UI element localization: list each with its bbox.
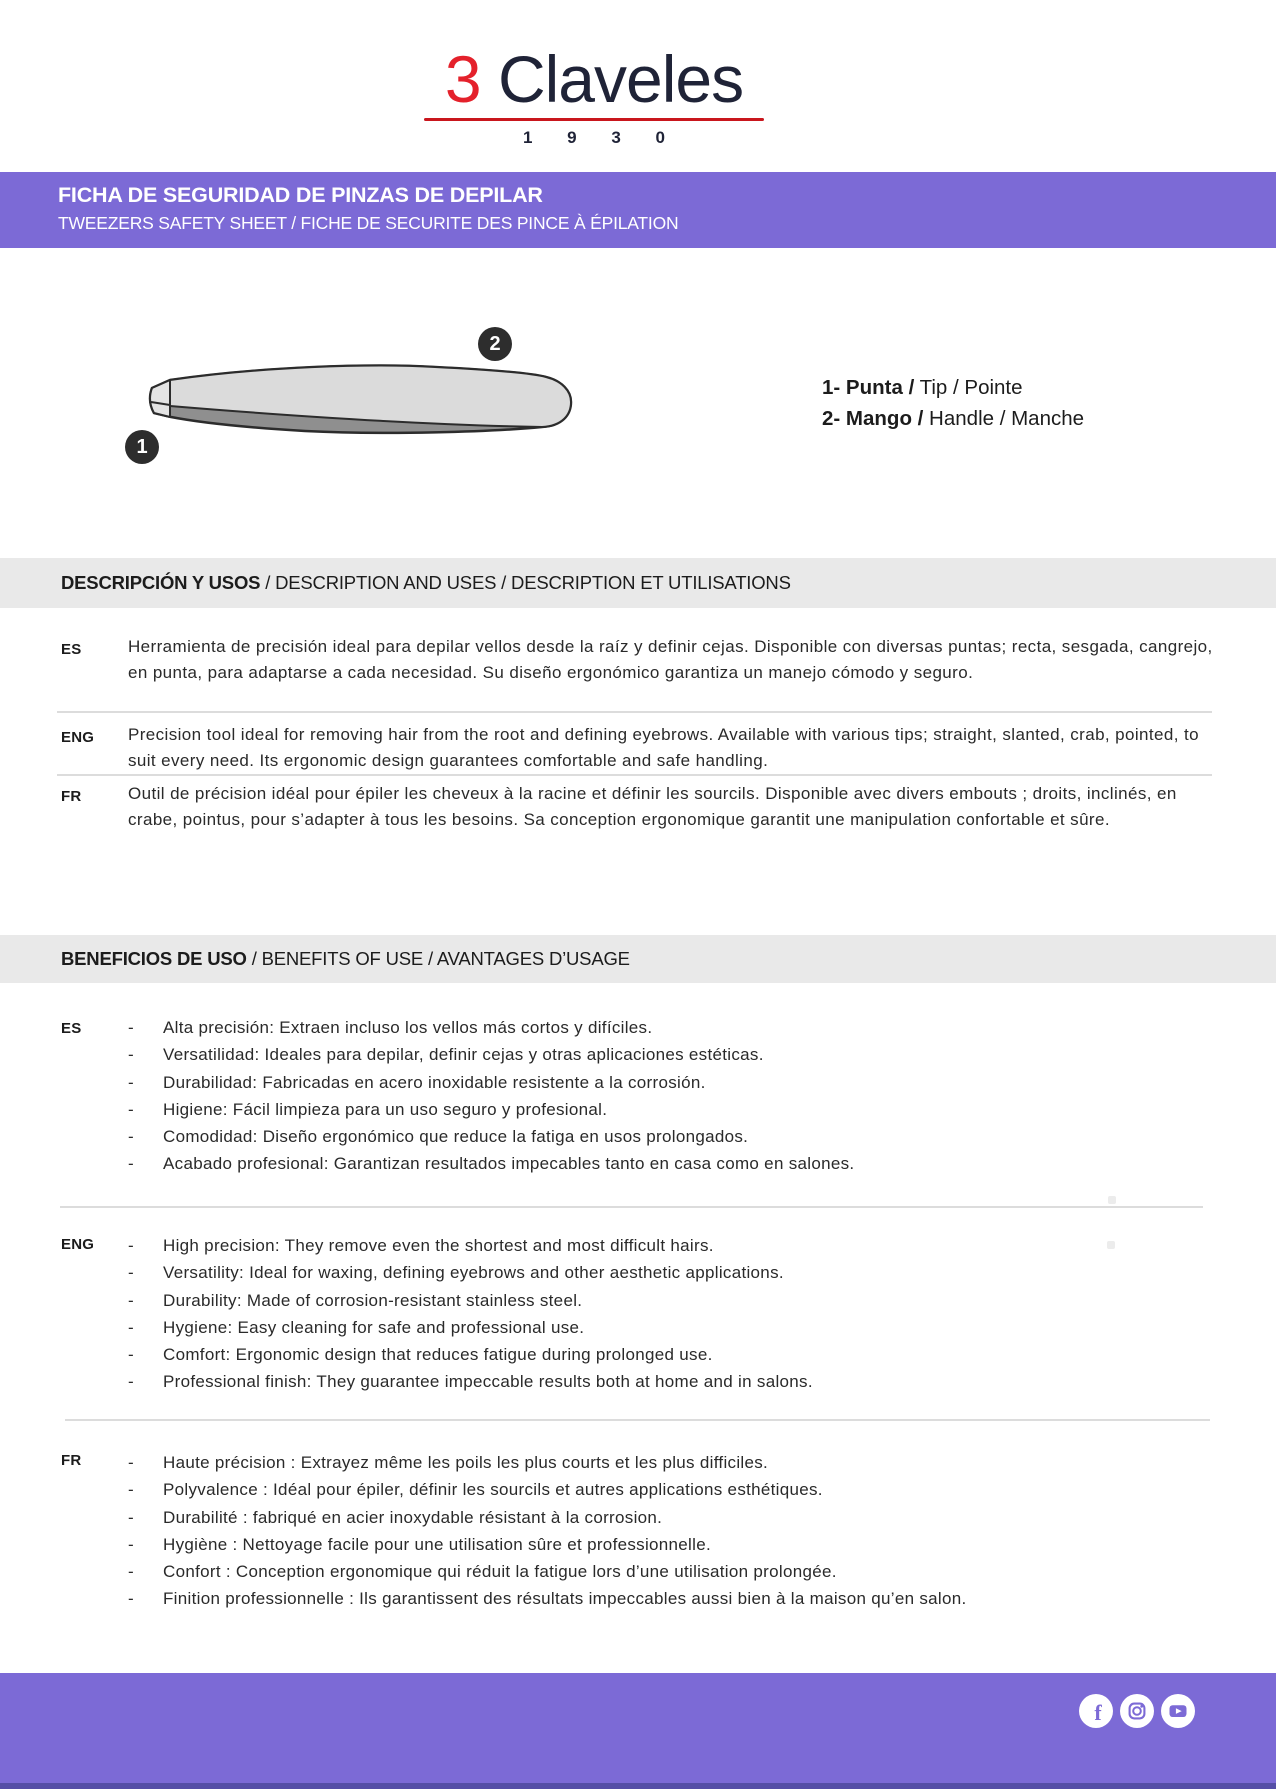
bullet-text: Durabilité : fabriqué en acier inoxydable résistant à la corrosion.	[163, 1507, 663, 1527]
section-heading-description	[0, 558, 1276, 608]
description-fr: Outil de précision idéal pour épiler les cheveux à la racine et définir les sourcils. Disponible avec divers embouts ; droits, inclinés, en crabe, pointus, pour s’adapter à tous les besoins. Sa conception ergonomique garantit une manipulation confortable et sûre.	[128, 784, 1177, 829]
bullet-item	[128, 1314, 1233, 1341]
bullet-item	[128, 1504, 1233, 1531]
lang-label-fr: FR	[61, 1452, 82, 1469]
heading-bold: BENEFICIOS DE USO	[61, 948, 247, 969]
diagram-legend	[822, 372, 1084, 434]
bullet-text: Hygiene: Easy cleaning for safe and professional use.	[163, 1317, 585, 1337]
bullet-text: Haute précision : Extrayez même les poils les plus courts et les plus difficiles.	[163, 1453, 769, 1472]
dash-icon: -	[128, 1453, 134, 1472]
footer-band	[0, 1673, 1276, 1789]
lang-label-eng: ENG	[61, 729, 95, 746]
section-heading-benefits-text	[61, 948, 630, 970]
lang-label-eng: ENG	[61, 1236, 95, 1253]
bullet-item	[128, 1014, 1233, 1041]
legend-item-handle	[822, 403, 1084, 434]
bullet-item	[128, 1123, 1233, 1150]
lang-label-es: ES	[61, 641, 82, 658]
bullet-text: High precision: They remove even the shortest and most difficult hairs.	[163, 1236, 714, 1255]
bullet-text: Alta precisión: Extraen incluso los vellos más cortos y difíciles.	[163, 1018, 653, 1037]
dash-icon: -	[128, 1290, 134, 1310]
legend-tip-bold: 1- Punta /	[822, 376, 915, 399]
row-divider	[65, 1419, 1210, 1421]
bullet-item	[128, 1558, 1233, 1585]
tweezers-tip-facet	[150, 380, 170, 417]
row-divider	[57, 711, 1212, 713]
legend-handle-rest: Handle / Manche	[923, 407, 1085, 430]
dash-icon: -	[128, 1045, 134, 1065]
bullet-text: Finition professionnelle : Ils garantissent des résultats impeccables aussi bien à la maison qu’en salon.	[163, 1589, 967, 1609]
dash-icon: -	[128, 1372, 134, 1392]
logo-underline	[424, 118, 764, 121]
heading-rest: / DESCRIPTION AND USES / DESCRIPTION ET UTILISATIONS	[260, 572, 791, 593]
facebook-icon[interactable]	[1079, 1694, 1113, 1728]
brand-logo	[424, 42, 764, 148]
print-artifact-dot	[1108, 1196, 1116, 1204]
bullet-item	[128, 1259, 1233, 1286]
bullet-item	[128, 1150, 1233, 1177]
heading-bold: DESCRIPCIÓN Y USOS	[61, 572, 261, 593]
bullet-item	[128, 1585, 1233, 1612]
svg-text:f: f	[1094, 1700, 1102, 1725]
dash-icon: -	[128, 1507, 134, 1527]
bullet-item	[128, 1476, 1233, 1503]
description-es: Herramienta de precisión ideal para depilar vellos desde la raíz y definir cejas. Disponible con diversas puntas; recta, sesgada, cangrejo, en punta, para adaptarse a cada necesidad. Su diseño ergonómico garantiza un manejo cómodo y seguro.	[128, 637, 1213, 682]
row-divider	[57, 774, 1212, 776]
heading-rest: / BENEFITS OF USE / AVANTAGES D’USAGE	[246, 948, 630, 969]
benefits-list-es	[128, 1014, 1233, 1178]
bullet-item	[128, 1449, 1233, 1476]
dash-icon: -	[128, 1534, 134, 1554]
bullet-text: Acabado profesional: Garantizan resultados impecables tanto en casa como en salones.	[163, 1154, 855, 1174]
dash-icon: -	[128, 1263, 134, 1283]
dash-icon: -	[128, 1154, 134, 1174]
bullet-item	[128, 1287, 1233, 1314]
legend-tip-rest: Tip / Pointe	[914, 376, 1023, 399]
dash-icon: -	[128, 1099, 134, 1119]
bullet-item	[128, 1041, 1233, 1068]
bullet-text: Higiene: Fácil limpieza para un uso seguro y profesional.	[163, 1099, 608, 1119]
bullet-item	[128, 1341, 1233, 1368]
bullet-text: Professional finish: They guarantee impeccable results both at home and in salons.	[163, 1372, 813, 1392]
part-badge-handle: 2	[478, 327, 512, 361]
bullet-text: Durabilidad: Fabricadas en acero inoxidable resistente a la corrosión.	[163, 1072, 706, 1092]
bullet-text: Comfort: Ergonomic design that reduces fatigue during prolonged use.	[163, 1345, 713, 1365]
section-heading-description-text	[61, 572, 791, 594]
dash-icon: -	[128, 1317, 134, 1337]
benefits-list-fr	[128, 1449, 1233, 1613]
dash-icon: -	[128, 1480, 134, 1500]
bullet-text: Versatility: Ideal for waxing, defining eyebrows and other aesthetic applications.	[163, 1263, 784, 1283]
part-badge-tip: 1	[125, 430, 159, 464]
youtube-icon[interactable]	[1161, 1694, 1195, 1728]
lang-label-es: ES	[61, 1020, 82, 1037]
description-eng: Precision tool ideal for removing hair from the root and defining eyebrows. Available with various tips; straight, slanted, crab, pointed, to suit every need. Its ergonomic design guarantees comfortable and safe handling.	[128, 725, 1199, 770]
dash-icon: -	[128, 1018, 134, 1037]
tweezers-illustration	[130, 330, 580, 465]
bullet-item	[128, 1368, 1233, 1395]
dash-icon: -	[128, 1345, 134, 1365]
bullet-text: Comodidad: Diseño ergonómico que reduce la fatiga en usos prolongados.	[163, 1127, 749, 1147]
document-title: FICHA DE SEGURIDAD DE PINZAS DE DEPILAR	[58, 183, 543, 207]
logo-number: 3	[444, 42, 481, 116]
instagram-icon[interactable]	[1120, 1694, 1154, 1728]
bullet-item	[128, 1069, 1233, 1096]
row-divider	[60, 1206, 1203, 1208]
logo-name: Claveles	[497, 42, 744, 116]
logo-year: 1 9 3 0	[523, 128, 680, 147]
bullet-item	[128, 1531, 1233, 1558]
print-artifact-dot	[1107, 1241, 1115, 1249]
bullet-item	[128, 1232, 1233, 1259]
lang-label-fr: FR	[61, 788, 82, 805]
section-heading-benefits	[0, 935, 1276, 983]
dash-icon: -	[128, 1127, 134, 1147]
brand-logo-text	[424, 42, 764, 116]
document-subtitle: TWEEZERS SAFETY SHEET / FICHE DE SECURITE DES PINCE À ÉPILATION	[58, 213, 679, 233]
bullet-text: Polyvalence : Idéal pour épiler, définir les sourcils et autres applications esthétiques.	[163, 1480, 823, 1500]
bullet-text: Confort : Conception ergonomique qui réduit la fatigue lors d’une utilisation prolongée.	[163, 1562, 837, 1582]
dash-icon: -	[128, 1236, 134, 1255]
social-links	[1079, 1694, 1195, 1728]
bullet-text: Durability: Made of corrosion-resistant stainless steel.	[163, 1290, 583, 1310]
dash-icon: -	[128, 1589, 134, 1609]
bullet-text: Versatilidad: Ideales para depilar, definir cejas y otras aplicaciones estéticas.	[163, 1045, 764, 1065]
benefits-list-eng	[128, 1232, 1233, 1396]
legend-item-tip	[822, 372, 1084, 403]
title-banner	[0, 172, 1276, 248]
footer-bottom-strip	[0, 1783, 1276, 1789]
bullet-text: Hygiène : Nettoyage facile pour une utilisation sûre et professionnelle.	[163, 1534, 711, 1554]
dash-icon: -	[128, 1562, 134, 1582]
bullet-item	[128, 1096, 1233, 1123]
legend-handle-bold: 2- Mango /	[822, 407, 924, 430]
dash-icon: -	[128, 1072, 134, 1092]
